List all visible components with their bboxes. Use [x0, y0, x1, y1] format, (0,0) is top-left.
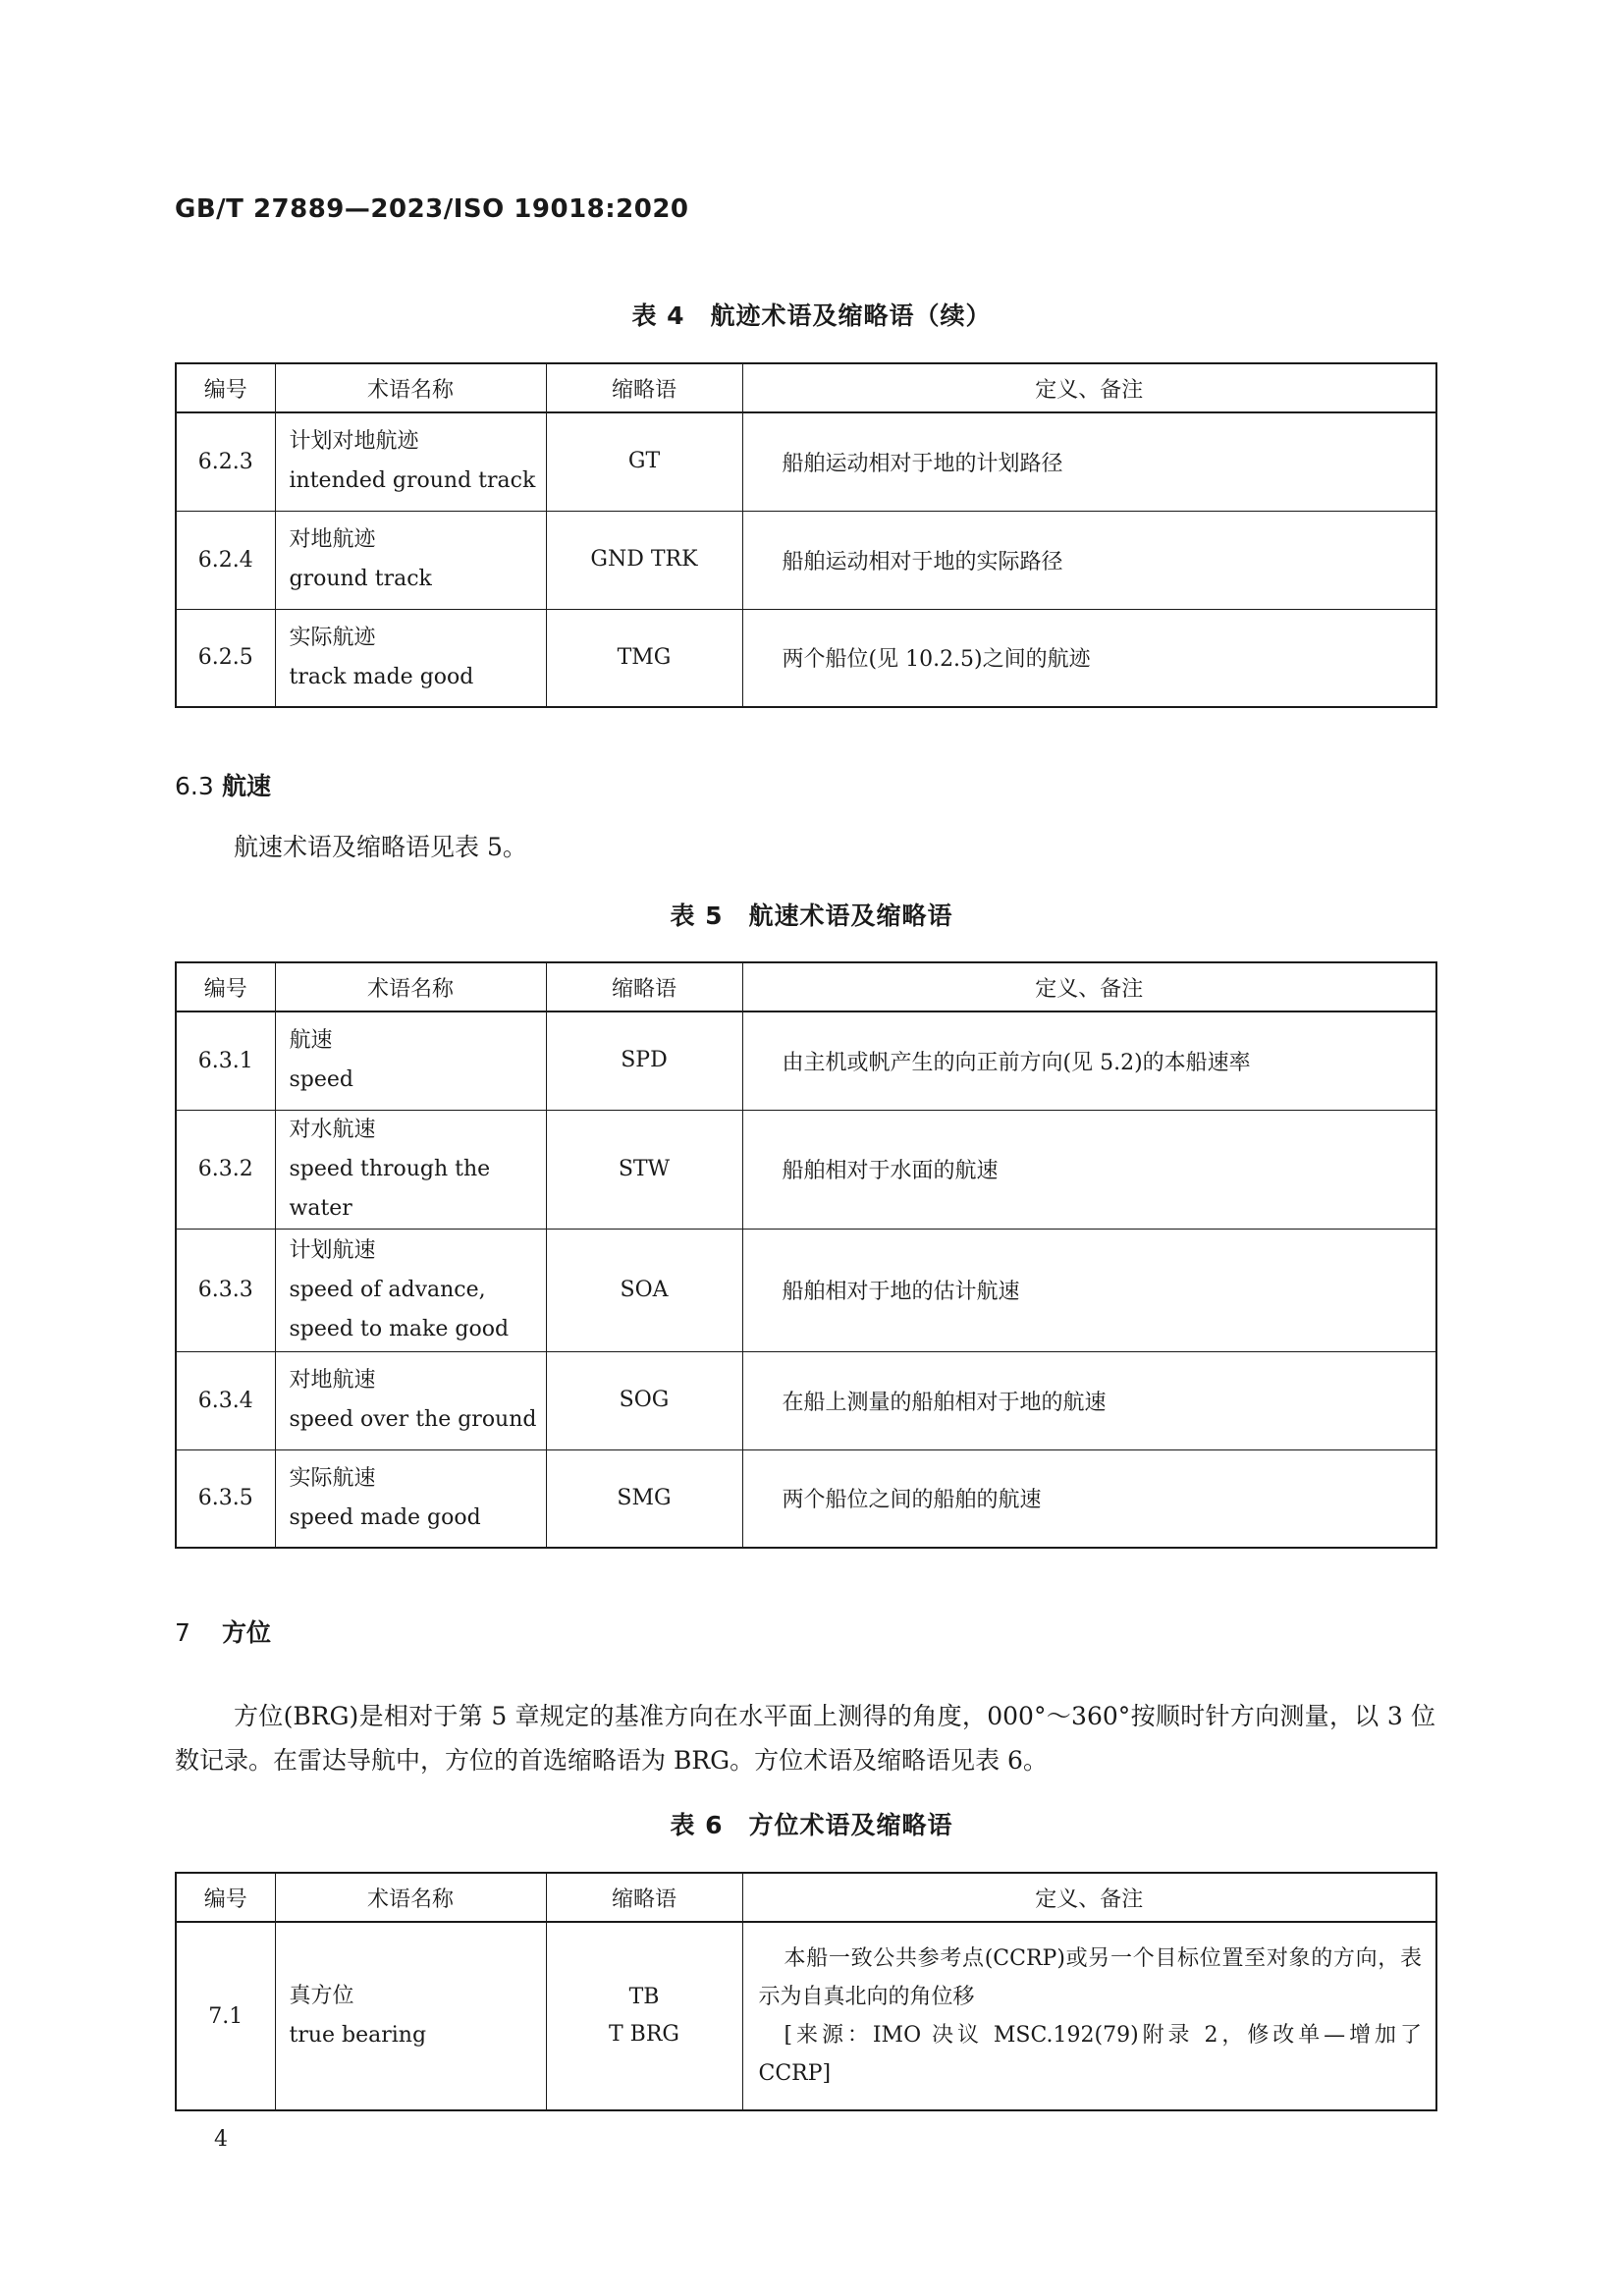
term-name-en: speed: [289, 1067, 353, 1093]
table-row: [176, 511, 1436, 609]
col-header-abbr: 缩略语: [546, 363, 742, 412]
col-header-no: 编号: [176, 363, 275, 412]
col-header-abbr: 缩略语: [546, 1873, 742, 1922]
term-name: [275, 511, 546, 609]
term-name-en: true bearing: [289, 2023, 427, 2048]
term-name: [275, 1229, 546, 1351]
col-header-definition: 定义、备注: [742, 1873, 1436, 1922]
term-number: 6.2.3: [176, 412, 275, 511]
table-4: [175, 362, 1437, 708]
term-definition: [742, 1922, 1436, 2110]
term-number: 6.2.4: [176, 511, 275, 609]
term-abbr: [546, 1922, 742, 2110]
term-name: [275, 1110, 546, 1229]
term-number: 7.1: [176, 1922, 275, 2110]
table-row: [176, 412, 1436, 511]
page-number: 4: [214, 2127, 228, 2152]
term-definition: 船舶相对于地的估计航速: [742, 1229, 1436, 1351]
col-header-abbr: 缩略语: [546, 962, 742, 1011]
term-number: 6.3.5: [176, 1449, 275, 1548]
table-header-row: [176, 363, 1436, 412]
term-abbr-primary: TB: [628, 1985, 660, 2009]
term-name: [275, 1351, 546, 1449]
term-name-zh: 实际航速: [289, 1465, 376, 1491]
term-name-en: track made good: [289, 664, 474, 689]
table-header-row: [176, 1873, 1436, 1922]
table-row: [176, 609, 1436, 707]
term-definition: 船舶运动相对于地的实际路径: [742, 511, 1436, 609]
col-header-no: 编号: [176, 962, 275, 1011]
definition-text: 本船一致公共参考点(CCRP)或另一个目标位置至对象的方向，表示为自真北向的角位移: [758, 1946, 1422, 2009]
term-definition: 船舶运动相对于地的计划路径: [742, 412, 1436, 511]
term-number: 6.3.2: [176, 1110, 275, 1229]
col-header-term: 术语名称: [275, 363, 546, 412]
col-header-definition: 定义、备注: [742, 363, 1436, 412]
term-definition: 两个船位(见 10.2.5)之间的航迹: [742, 609, 1436, 707]
col-header-no: 编号: [176, 1873, 275, 1922]
section-heading-7: [175, 1613, 271, 1649]
term-name-zh: 对水航速: [289, 1117, 376, 1142]
section-7-text: 方位(BRG)是相对于第 5 章规定的基准方向在水平面上测得的角度，000°～360°按顺时针方向测量，以 3 位数记录。在雷达导航中，方位的首选缩略语为 BRG。方位术语及缩略语见表 6。: [175, 1702, 1435, 1775]
table-row: [176, 1922, 1436, 2110]
term-number: 6.3.1: [176, 1011, 275, 1110]
term-definition: 船舶相对于水面的航速: [742, 1110, 1436, 1229]
table-4-caption: 表 4 航迹术语及缩略语（续）: [631, 301, 992, 330]
term-abbr: GT: [546, 412, 742, 511]
term-name-zh: 对地航迹: [289, 527, 376, 552]
term-name-zh: 实际航迹: [289, 625, 376, 650]
section-number: 6.3: [175, 772, 214, 800]
table-header-row: [176, 962, 1436, 1011]
term-number: 6.3.4: [176, 1351, 275, 1449]
term-name-en: ground track: [289, 567, 432, 591]
term-definition: 两个船位之间的船舶的航速: [742, 1449, 1436, 1548]
term-name-zh: 航速: [289, 1028, 333, 1054]
col-header-term: 术语名称: [275, 1873, 546, 1922]
term-abbr-alt: T BRG: [609, 2022, 679, 2047]
table-5-caption: 表 5 航速术语及缩略语: [670, 902, 953, 930]
standard-id: GB/T 27889—2023/ISO 19018:2020: [175, 194, 689, 224]
table-row: [176, 1110, 1436, 1229]
term-definition: 在船上测量的船舶相对于地的航速: [742, 1351, 1436, 1449]
col-header-definition: 定义、备注: [742, 962, 1436, 1011]
section-title: 航速: [222, 772, 272, 800]
term-name-en: speed made good: [289, 1504, 481, 1530]
table-6: [175, 1872, 1437, 2111]
section-title: 方位: [222, 1618, 272, 1647]
term-name-en: speed through the water: [289, 1156, 491, 1221]
table-6-caption: 表 6 方位术语及缩略语: [670, 1811, 953, 1839]
term-name: [275, 609, 546, 707]
term-number: 6.2.5: [176, 609, 275, 707]
table-5: [175, 961, 1437, 1549]
term-abbr: GND TRK: [546, 511, 742, 609]
term-name: [275, 412, 546, 511]
term-name-zh: 真方位: [289, 1984, 354, 2008]
term-abbr: SMG: [546, 1449, 742, 1548]
definition-source: [来源：IMO 决议 MSC.192(79)附录 2，修改单—增加了 CCRP]: [758, 2023, 1422, 2086]
term-abbr: TMG: [546, 609, 742, 707]
table-row: [176, 1011, 1436, 1110]
term-abbr: SPD: [546, 1011, 742, 1110]
term-name: [275, 1011, 546, 1110]
term-name-zh: 对地航速: [289, 1368, 376, 1393]
term-abbr: STW: [546, 1110, 742, 1229]
col-header-term: 术语名称: [275, 962, 546, 1011]
section-heading-6-3: [175, 767, 271, 802]
term-name: [275, 1449, 546, 1548]
term-definition: 由主机或帆产生的向正前方向(见 5.2)的本船速率: [742, 1011, 1436, 1110]
term-name-zh: 计划对地航迹: [289, 429, 419, 455]
term-number: 6.3.3: [176, 1229, 275, 1351]
term-name-zh: 计划航速: [289, 1237, 376, 1263]
table-row: [176, 1449, 1436, 1548]
term-abbr: SOA: [546, 1229, 742, 1351]
section-6-3-text: 航速术语及缩略语见表 5。: [234, 833, 527, 861]
term-name-en: intended ground track: [289, 468, 536, 494]
term-name-en: speed of advance,: [289, 1277, 486, 1302]
term-name-en-alt: speed to make good: [289, 1316, 510, 1341]
table-row: [176, 1351, 1436, 1449]
term-name-en: speed over the ground: [289, 1407, 537, 1432]
table-row: [176, 1229, 1436, 1351]
term-name: [275, 1922, 546, 2110]
section-number: 7: [175, 1618, 190, 1647]
term-abbr: SOG: [546, 1351, 742, 1449]
